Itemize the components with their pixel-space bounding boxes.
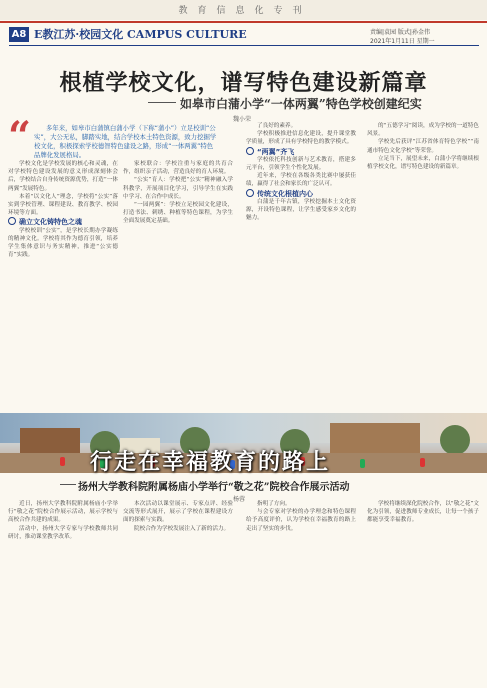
article2-column-2 xyxy=(123,500,233,533)
article1-column-2 xyxy=(123,160,233,226)
circle-bullet-icon xyxy=(246,147,254,155)
paragraph: 院校合作为学校发展注入了新的活力。 xyxy=(134,525,230,532)
paragraph: 学校积极推进信息化建设，提升课堂教学质量，形成了具有学校特色的教学模式。 xyxy=(246,131,356,146)
paragraph: 了良好的素养。 xyxy=(257,123,297,129)
article1-headline: 根植学校文化，谱写特色建设新篇章 xyxy=(59,70,428,96)
paragraph: 白蒲是千年古镇，学校挖掘本土文化资源，开设特色课程，让学生感受家乡文化的魅力。 xyxy=(246,198,356,222)
photo-caption-title: 行走在幸福教育的路上 xyxy=(90,450,331,475)
article1-subhead: 如皋市白蒲小学“一体两翼”特色学校创建纪实 xyxy=(180,97,422,111)
paragraph: 立足当下，展望未来，白蒲小学将继续根植学校文化，谱写特色建设的新篇章。 xyxy=(367,155,479,171)
banner-title: 教育信息化专刊 xyxy=(178,6,312,16)
article1-intro: 多年来，如皋市白蒲镇白蒲小学（下称“蒲小”）立足校训“公实”，大公无私，脚踏实地，结合学校本土特色资源，致力挖掘学校文化，积极探索学校德智特色建设之路，形成“一体两翼”特色品牌化发展格局。 xyxy=(34,124,217,159)
article1-column-4 xyxy=(367,122,479,171)
subhead-dash xyxy=(148,102,176,103)
section-heading: “两翼”齐飞 xyxy=(246,147,356,156)
paragraph: 家校联合：学校注重与家庭的共育合作，组织亲子活动，营造良好的育人环境。 xyxy=(123,161,233,176)
article2-subhead: 扬州大学教科院附属杨庙小学举行“敬之花”院校合作展示活动 xyxy=(78,482,350,493)
editor-credit: 责编|袁园 版式|孙金伟 xyxy=(370,29,430,36)
paragraph: 活动中，扬州大学专家与学校教师共同研讨，推动课堂教学改革。 xyxy=(8,525,118,540)
paragraph: 近年来，学校在各级各类比赛中屡获佳绩，赢得了社会和家长的广泛认可。 xyxy=(246,173,356,188)
article1-byline: 魏小荣 xyxy=(233,116,252,123)
paragraph: 学校先后获评“江苏省体育特色学校”“南通市特色文化学校”等荣誉。 xyxy=(367,139,479,154)
paragraph: 本着“以文化人”理念，学校将“公实”落实到学校管理、课程建设、教育教学、校园环境等方面。 xyxy=(8,193,118,217)
issue-date: 2021年1月11日 星期一 xyxy=(370,38,435,45)
section-heading: 确立文化铸特色之魂 xyxy=(8,217,118,226)
paragraph: 与会专家对学校的办学理念和特色课程给予高度评价，认为学校在幸福教育的路上走出了坚实的步伐。 xyxy=(246,509,356,532)
article2-byline: 杨蓉 xyxy=(233,496,246,503)
paragraph: 学校依托科技创新与艺术教育，搭建多元平台，引领学生个性化发展。 xyxy=(246,156,356,172)
circle-bullet-icon xyxy=(8,217,16,225)
article1-column-1 xyxy=(8,160,118,259)
article2-column-4 xyxy=(367,500,479,525)
paragraph: “公实”育人：学校把“公实”精神融入学科教学，开展项目化学习，引导学生在实践中学习、在合作中成长。 xyxy=(123,177,233,200)
banner-divider xyxy=(0,21,487,23)
paragraph: “一园两翼”：学校立足校园文化建设，打造书法、刺绣、种植等特色课程，为学生全面发展奠定基础。 xyxy=(123,202,233,225)
section-heading: 传统文化根植内心 xyxy=(246,189,356,198)
quote-mark-icon: “ xyxy=(8,113,32,160)
paragraph: 指明了方向。 xyxy=(257,501,291,507)
subhead-dash xyxy=(60,484,76,485)
circle-bullet-icon xyxy=(246,189,254,197)
paragraph: 本次活动以课堂展示、专家点评、经验交流等形式展开，展示了学校在课程建设方面的探索与实践。 xyxy=(123,501,233,524)
section-title: E教江苏·校园文化 CAMPUS CULTURE xyxy=(34,28,247,41)
paragraph: 学校文化是学校发展的核心和灵魂，在对学校特色建设发展的意义形成深刻体会后，学校结合自身传统资源优势，打造“一体两翼”发展特色。 xyxy=(8,161,118,192)
header-divider xyxy=(9,45,479,46)
paragraph: 学校将继续深化院校合作，以“敬之花”文化为引领，促进教师专业成长，让每一个孩子都能享受幸福教育。 xyxy=(367,501,479,524)
page-number-badge: A8 xyxy=(9,27,29,42)
paragraph: 学校校训“公实”，是学校长期办学凝练的精神文化。学校将其作为德育引领，培养学生集体意识与务实精神，推进“公实德育”实践。 xyxy=(8,227,118,259)
paragraph: 的“五德学习”阅读，成为学校的一道特色风景。 xyxy=(367,123,479,138)
article1-column-3 xyxy=(246,122,356,222)
article2-column-3 xyxy=(246,500,356,533)
article2-column-1 xyxy=(8,500,118,541)
paragraph: 近日，扬州大学教科院附属杨庙小学举行“敬之花”院校合作展示活动，展示学校与高校合作共建的成果。 xyxy=(8,501,118,524)
